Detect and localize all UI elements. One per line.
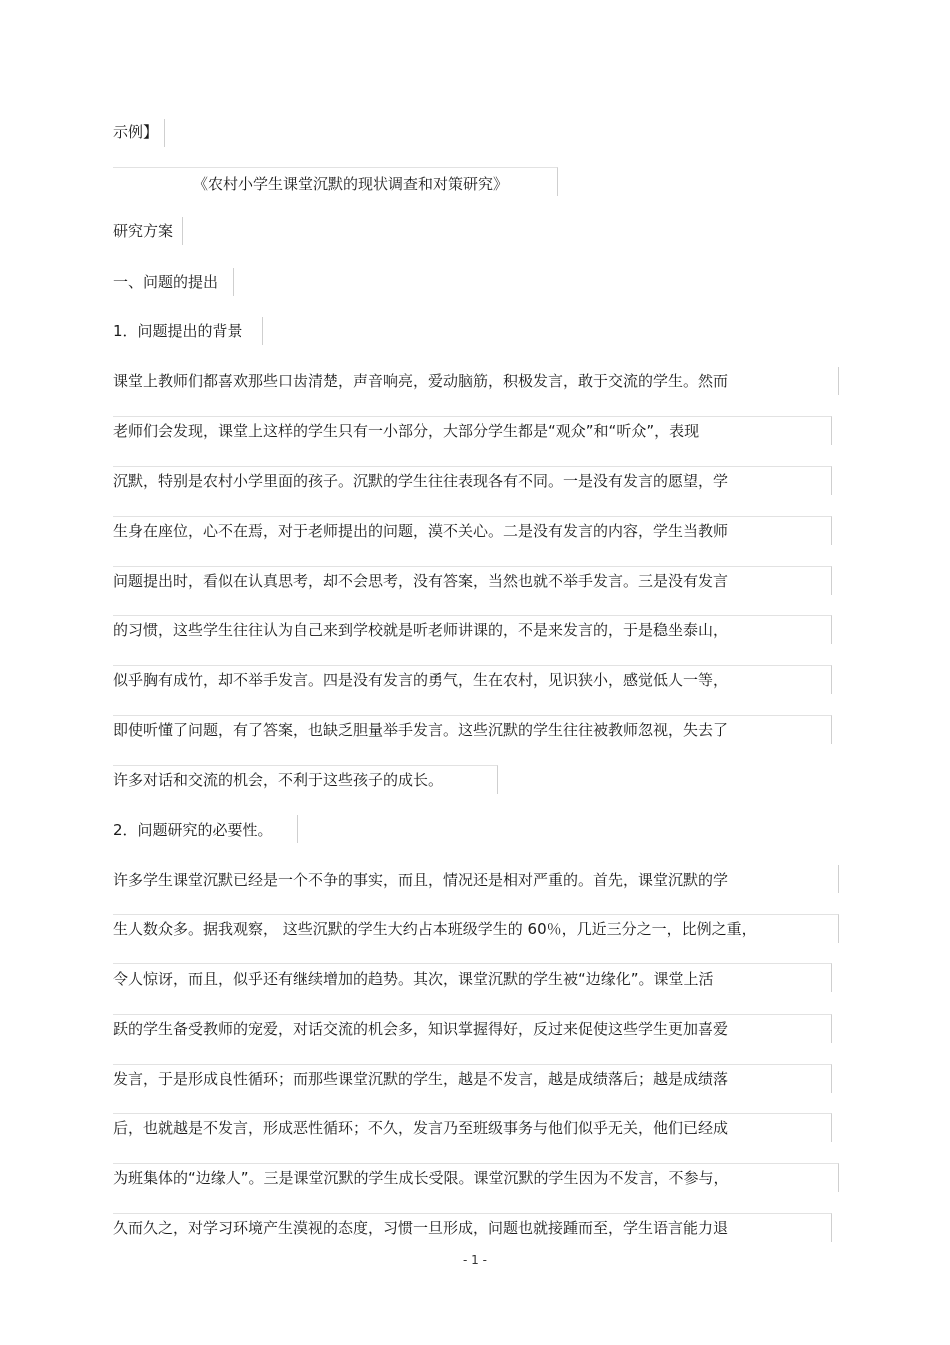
paragraph-line: 老师们会发现，课堂上这样的学生只有一小部分，大部分学生都是“观众”和“听众”，表现 (113, 422, 700, 440)
paragraph-line: 沉默，特别是农村小学里面的孩子。沉默的学生往往表现各有不同。一是没有发言的愿望，学 (113, 472, 729, 490)
scan-border (262, 317, 263, 345)
paragraph-line: 的习惯，这些学生往往认为自己来到学校就是听老师讲课的，不是来发言的，于是稳坐泰山， (113, 621, 729, 639)
paragraph-line: 生身在座位，心不在焉，对于老师提出的问题，漠不关心。二是没有发言的内容，学生当教师 (113, 522, 729, 540)
paragraph-line: 生人数众多。据我观察， 这些沉默的学生大约占本班级学生的 60％，几近三分之一，比例之重， (113, 920, 757, 938)
paragraph-line: 跃的学生备受教师的宠爱，对话交流的机会多，知识掌握得好，反过来促使这些学生更加喜爱 (113, 1020, 729, 1038)
scan-border (164, 119, 165, 147)
example-label: 示例】 (113, 123, 159, 141)
paragraph-line: 似乎胸有成竹，却不举手发言。四是没有发言的勇气，生在农村，见识狭小，感觉低人一等， (113, 671, 729, 689)
page-number: - 1 - (463, 1253, 487, 1267)
scan-border (233, 268, 234, 296)
subsection-heading: 2．问题研究的必要性。 (113, 821, 273, 839)
scan-border (297, 815, 298, 843)
plan-label: 研究方案 (113, 222, 174, 240)
subsection-heading: 1．问题提出的背景 (113, 322, 243, 340)
section-heading: 一、问题的提出 (113, 273, 219, 291)
paragraph-line: 为班集体的“边缘人”。三是课堂沉默的学生成长受限。课堂沉默的学生因为不发言，不参与， (113, 1169, 729, 1187)
paragraph-line: 即使听懂了问题，有了答案，也缺乏胆量举手发言。这些沉默的学生往往被教师忽视，失去了 (113, 721, 729, 739)
scan-border (182, 217, 183, 245)
paragraph-line: 发言，于是形成良性循环；而那些课堂沉默的学生，越是不发言，越是成绩落后；越是成绩落 (113, 1070, 729, 1088)
paragraph-line: 许多学生课堂沉默已经是一个不争的事实，而且，情况还是相对严重的。首先，课堂沉默的学 (113, 871, 729, 889)
paragraph-line: 许多对话和交流的机会，不利于这些孩子的成长。 (113, 771, 444, 789)
paragraph-line: 令人惊讶，而且，似乎还有继续增加的趋势。其次，课堂沉默的学生被“边缘化”。课堂上活 (113, 970, 714, 988)
paragraph-line: 问题提出时，看似在认真思考，却不会思考，没有答案，当然也就不举手发言。三是没有发言 (113, 572, 729, 590)
paragraph-line: 久而久之，对学习环境产生漠视的态度，习惯一旦形成，问题也就接踵而至，学生语言能力退 (113, 1219, 729, 1237)
paragraph-line: 后，也就越是不发言，形成恶性循环；不久，发言乃至班级事务与他们似乎无关，他们已经成 (113, 1119, 729, 1137)
paragraph-line: 课堂上教师们都喜欢那些口齿清楚，声音响亮，爱动脑筋，积极发言，敢于交流的学生。然而 (113, 372, 729, 390)
document-title: 《农村小学生课堂沉默的现状调查和对策研究》 (193, 175, 509, 193)
